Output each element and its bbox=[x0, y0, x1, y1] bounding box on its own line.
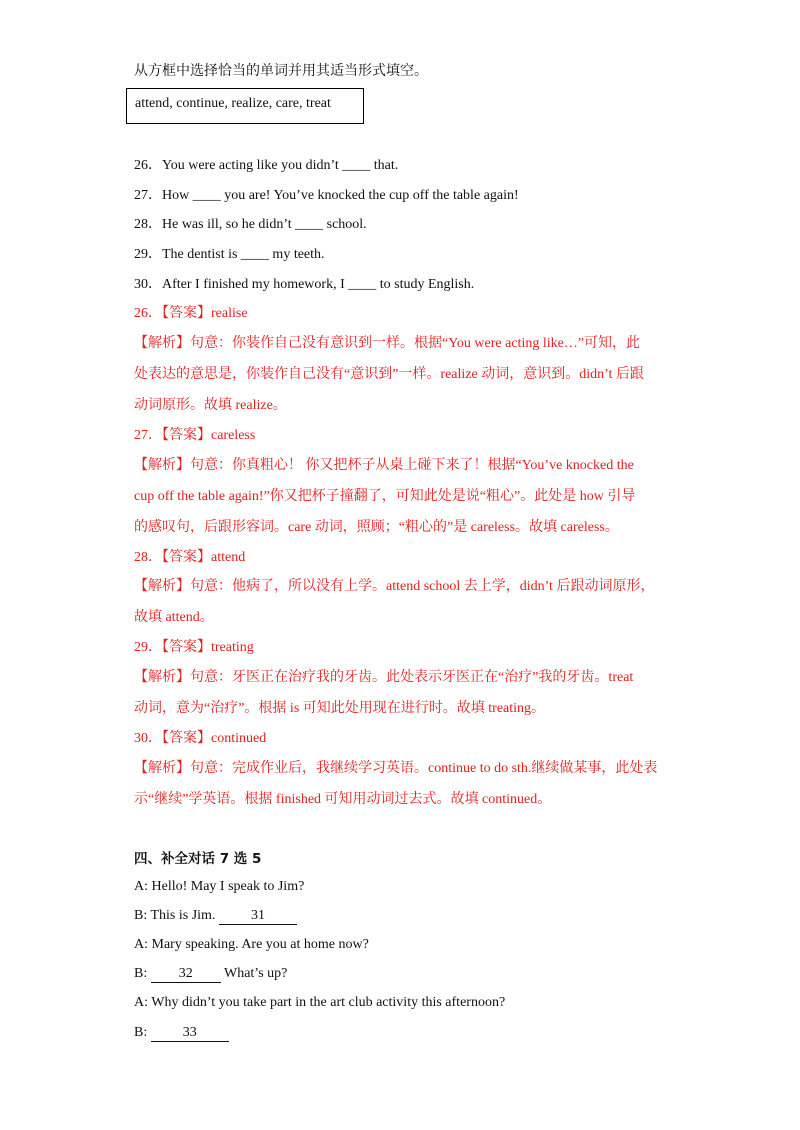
dialogue-line-6 bbox=[134, 1023, 229, 1043]
analysis-26-line-3: 动词原形。故填 realize。 bbox=[134, 398, 287, 413]
analysis-26-line-1: 【解析】句意：你装作自己没有意识到一样。根据“You were acting like…”可知，此 bbox=[134, 336, 641, 351]
question-30: 30．After I finished my homework, I ____ to study English. bbox=[134, 277, 475, 292]
analysis-29-line-2: 动词，意为“治疗”。根据 is 可知此处用现在进行时。故填 treating。 bbox=[134, 701, 546, 716]
blank-31-number: 31 bbox=[250, 908, 265, 923]
answer-28: 28．【答案】attend bbox=[134, 550, 246, 565]
answer-30: 30．【答案】continued bbox=[134, 731, 267, 746]
dialogue-line-5: A: Why didn’t you take part in the art club activity this afternoon? bbox=[134, 995, 506, 1010]
analysis-26-line-2: 处表达的意思是，你装作自己没有“意识到”一样。realize 动词，意识到。didn’t 后跟 bbox=[134, 367, 644, 382]
answer-29: 29．【答案】treating bbox=[134, 640, 254, 655]
analysis-29-line-1: 【解析】句意：牙医正在治疗我的牙齿。此处表示牙医正在“治疗”我的牙齿。treat bbox=[134, 670, 634, 685]
blank-33 bbox=[151, 1025, 229, 1042]
blank-31 bbox=[219, 908, 297, 925]
question-29: 29．The dentist is ____ my teeth. bbox=[134, 247, 325, 262]
dialogue-line-4-text: B: bbox=[134, 966, 151, 981]
dialogue-line-2 bbox=[134, 906, 297, 926]
section-title: 四、补全对话 7 选 5 bbox=[134, 851, 262, 867]
analysis-28-line-2: 故填 attend。 bbox=[134, 610, 214, 625]
analysis-28-line-1: 【解析】句意：他病了，所以没有上学。attend school 去上学，didn’t 后跟动词原形， bbox=[134, 579, 655, 594]
instruction-text: 从方框中选择恰当的单词并用其适当形式填空。 bbox=[134, 64, 428, 79]
question-27: 27．How ____ you are! You’ve knocked the cup off the table again! bbox=[134, 188, 519, 203]
analysis-27-line-2: cup off the table again!”你又把杯子撞翻了，可知此处是说“粗心”。此处是 how 引导 bbox=[134, 489, 636, 504]
dialogue-line-6-text: B: bbox=[134, 1025, 151, 1040]
analysis-27-line-1: 【解析】句意：你真粗心！ 你又把杯子从桌上碰下来了！根据“You’ve knocked the bbox=[134, 458, 634, 473]
dialogue-line-4 bbox=[134, 964, 287, 984]
dialogue-line-4-suffix: What’s up? bbox=[220, 966, 288, 981]
blank-33-number: 33 bbox=[182, 1025, 197, 1040]
analysis-30-line-1: 【解析】句意：完成作业后，我继续学习英语。continue to do sth.继续做某事，此处表 bbox=[134, 761, 658, 776]
answer-26: 26．【答案】realise bbox=[134, 306, 248, 321]
blank-32-number: 32 bbox=[178, 966, 193, 981]
blank-32 bbox=[151, 966, 221, 983]
dialogue-line-2-text: B: This is Jim. bbox=[134, 908, 219, 923]
question-28: 28．He was ill, so he didn’t ____ school. bbox=[134, 217, 367, 232]
question-26: 26．You were acting like you didn’t ____ that. bbox=[134, 158, 399, 173]
dialogue-line-3: A: Mary speaking. Are you at home now? bbox=[134, 937, 369, 952]
analysis-27-line-3: 的感叹句，后跟形容词。care 动词，照顾；“粗心的”是 careless。故填 careless。 bbox=[134, 520, 619, 535]
word-box-text: attend, continue, realize, care, treat bbox=[135, 96, 331, 111]
answer-27: 27．【答案】careless bbox=[134, 428, 256, 443]
word-box bbox=[126, 88, 364, 124]
dialogue-line-1: A: Hello! May I speak to Jim? bbox=[134, 879, 305, 894]
analysis-30-line-2: 示“继续”学英语。根据 finished 可知用动词过去式。故填 continued。 bbox=[134, 792, 552, 807]
